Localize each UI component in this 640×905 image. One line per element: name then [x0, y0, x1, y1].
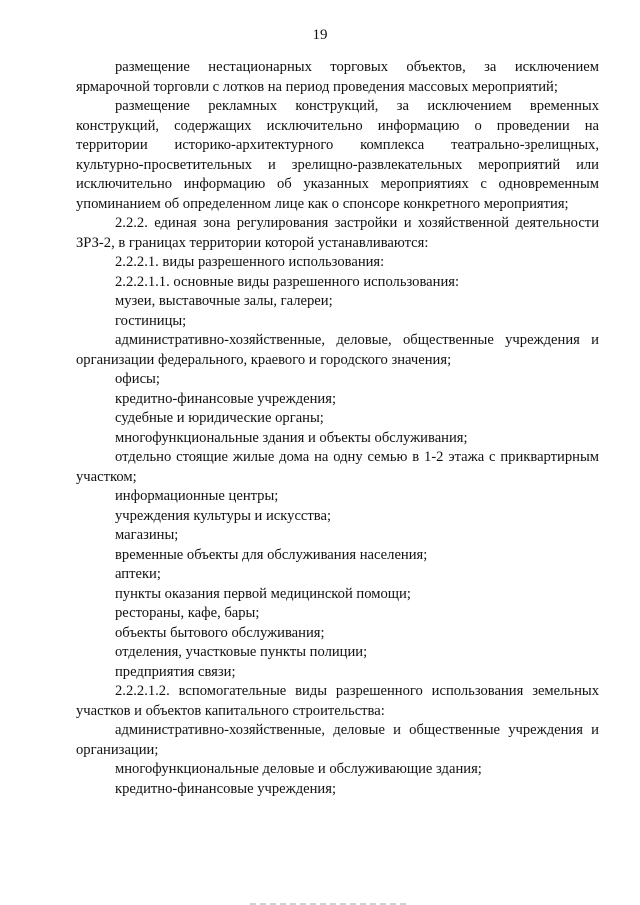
paragraph: предприятия связи; — [115, 663, 236, 680]
paragraph: отделения, участковые пункты полиции; — [115, 644, 368, 660]
paragraph: информационные центры; — [115, 488, 279, 504]
paragraph: 2.2.2.1.1. основные виды разрешенного использования: — [115, 273, 460, 290]
paragraph: судебные и юридические органы; — [115, 410, 324, 426]
paragraph: пункты оказания первой медицинской помощи; — [115, 585, 411, 602]
page-number: 19 — [312, 27, 328, 43]
paragraph: многофункциональные деловые и обслуживающие здания; — [115, 761, 482, 777]
paragraph: отдельно стоящие жилые дома на одну семью в 1-2 этажа с приквартирным участком; — [76, 449, 599, 485]
paragraph: кредитно-финансовые учреждения; — [115, 780, 336, 797]
paragraph: гостиницы; — [115, 312, 187, 329]
paragraph: рестораны, кафе, бары; — [115, 605, 260, 621]
paragraph: объекты бытового обслуживания; — [115, 624, 325, 641]
paragraph: 2.2.2. единая зона регулирования застройки и хозяйственной деятельности ЗРЗ-2, в границах территории которой устанавливаются: — [76, 215, 599, 251]
paragraph: многофункциональные здания и объекты обслуживания; — [115, 429, 468, 446]
paragraph: учреждения культуры и искусства; — [115, 507, 332, 524]
paragraph: 2.2.2.1. виды разрешенного использования: — [115, 254, 385, 270]
paragraph: временные объекты для обслуживания населения; — [115, 546, 428, 563]
paragraph: кредитно-финансовые учреждения; — [115, 390, 336, 407]
paragraph: музеи, выставочные залы, галереи; — [115, 293, 333, 309]
paragraph: размещение нестационарных торговых объектов, за исключением ярмарочной торговли с лотков на период проведения массовых мероприятий; — [76, 59, 599, 95]
paragraph: 2.2.2.1.2. вспомогательные виды разрешенного использования земельных участков и объектов капитального строительства: — [76, 683, 599, 719]
paragraph: административно-хозяйственные, деловые и общественные учреждения и организации; — [76, 722, 599, 758]
paragraph: размещение рекламных конструкций, за исключением временных конструкций, содержащих исключительно информацию о проведении на территории историко-архитектурного комплекса театрально-зрелищных, культурно-просветительных и зрелищно-развлекательных мероприятий или исключительно информацию об указанных мероприятиях с одновременным упоминанием об определенном лице как о спонсоре конкретного мероприятия; — [76, 98, 599, 212]
paragraph: офисы; — [115, 371, 160, 387]
paragraph: магазины; — [115, 527, 179, 543]
paragraph: административно-хозяйственные, деловые, общественные учреждения и организации федерального, краевого и городского значения; — [76, 332, 599, 368]
paragraph: аптеки; — [115, 566, 161, 582]
document-body — [76, 58, 599, 799]
